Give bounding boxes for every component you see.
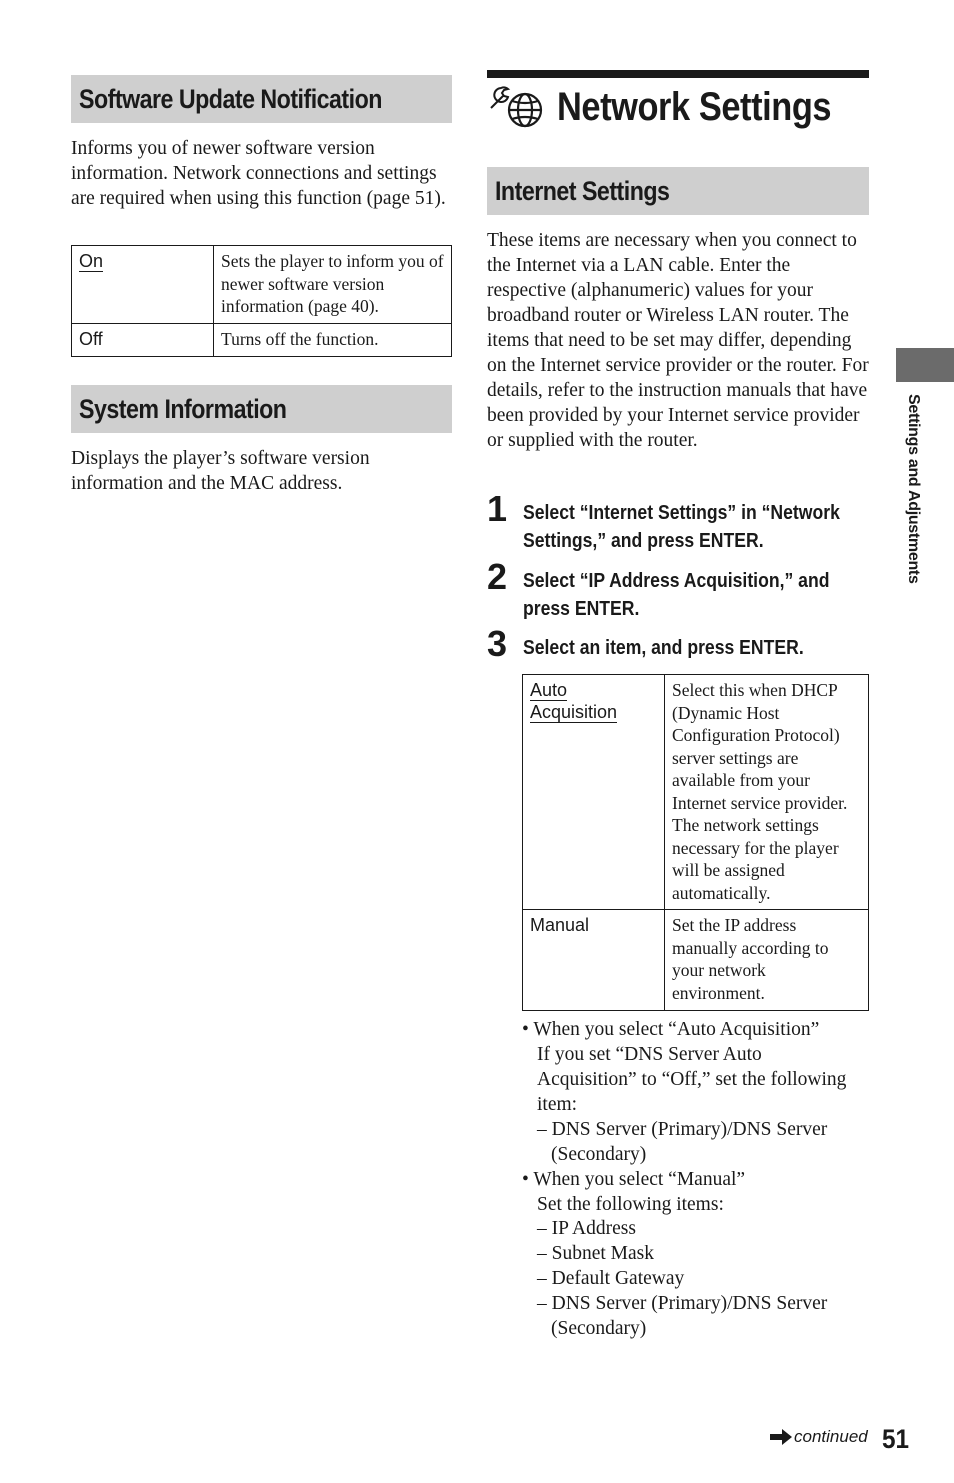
- note-text: item:: [537, 1094, 578, 1115]
- option-description: Turns off the function.: [214, 324, 452, 357]
- note-bullet: • When you select “Auto Acquisition”: [522, 1019, 820, 1040]
- chapter-rule: [487, 70, 869, 78]
- note-text: Acquisition” to “Off,” set the following: [537, 1069, 847, 1090]
- option-description: Sets the player to inform you of newer software version information (page 40).: [214, 246, 452, 324]
- note-subitem: – IP Address: [537, 1218, 636, 1239]
- chapter-title: Network Settings: [557, 85, 832, 129]
- table-row: [72, 324, 452, 357]
- step-instruction: Select “Internet Settings” in “Network Settings,” and press ENTER.: [523, 502, 840, 552]
- note-subitem: – Subnet Mask: [537, 1243, 654, 1264]
- software-update-description: Informs you of newer software version information. Network connections and settings are required when using this function (page 51).: [71, 138, 446, 209]
- section-heading-system-information: System Information: [71, 385, 452, 433]
- step-number: 3: [487, 623, 508, 664]
- option-key: Off: [72, 324, 214, 357]
- step-number: 2: [487, 556, 508, 597]
- step-instruction: Select “IP Address Acquisition,” and press ENTER.: [523, 570, 830, 620]
- continued-label: continued: [794, 1427, 868, 1446]
- note-text: If you set “DNS Server Auto: [537, 1044, 762, 1065]
- note-subitem: – Default Gateway: [537, 1268, 685, 1289]
- table-row: [523, 910, 869, 1011]
- software-update-options-table: [71, 245, 452, 357]
- side-tab-label-wrapper: [904, 394, 924, 614]
- option-key: On: [72, 246, 214, 324]
- step-number: 1: [487, 488, 508, 529]
- table-row: [523, 675, 869, 910]
- side-tab-marker: [896, 348, 954, 382]
- option-key: Manual: [523, 910, 665, 1011]
- section-heading-software-update: Software Update Notification: [71, 75, 452, 123]
- page-number: 51: [882, 1424, 910, 1454]
- note-subitem: (Secondary): [551, 1144, 647, 1165]
- option-description: Set the IP address manually according to your network environment.: [665, 910, 869, 1011]
- note-text: Set the following items:: [537, 1194, 724, 1215]
- arrow-right-icon: [769, 1428, 793, 1446]
- section-heading-internet-settings: Internet Settings: [487, 167, 869, 215]
- note-bullet: • When you select “Manual”: [522, 1169, 746, 1190]
- note-subitem: (Secondary): [551, 1318, 647, 1339]
- option-key: Auto Acquisition: [523, 675, 665, 910]
- internet-settings-description: These items are necessary when you connect to the Internet via a LAN cable. Enter the respective (alphanumeric) values for your broadband router or Wireless LAN router. The items that need to be set may differ, depending on the Internet service provider or the router. For details, refer to the instruction manuals that have been provided by your Internet service provider or supplied with the router.: [487, 230, 869, 451]
- ip-acquisition-options-table: [522, 674, 869, 1011]
- option-description: Select this when DHCP (Dynamic Host Configuration Protocol) server settings are available from your Internet service provider. The network settings necessary for the player will be assigned automatically.: [665, 675, 869, 910]
- note-subitem: – DNS Server (Primary)/DNS Server: [537, 1119, 828, 1140]
- network-settings-icon: [487, 82, 547, 130]
- note-subitem: – DNS Server (Primary)/DNS Server: [537, 1293, 828, 1314]
- side-tab-label: Settings and Adjustments: [905, 394, 922, 584]
- system-information-description: Displays the player’s software version information and the MAC address.: [71, 448, 370, 494]
- step-instruction: Select an item, and press ENTER.: [523, 637, 804, 659]
- table-row: [72, 246, 452, 324]
